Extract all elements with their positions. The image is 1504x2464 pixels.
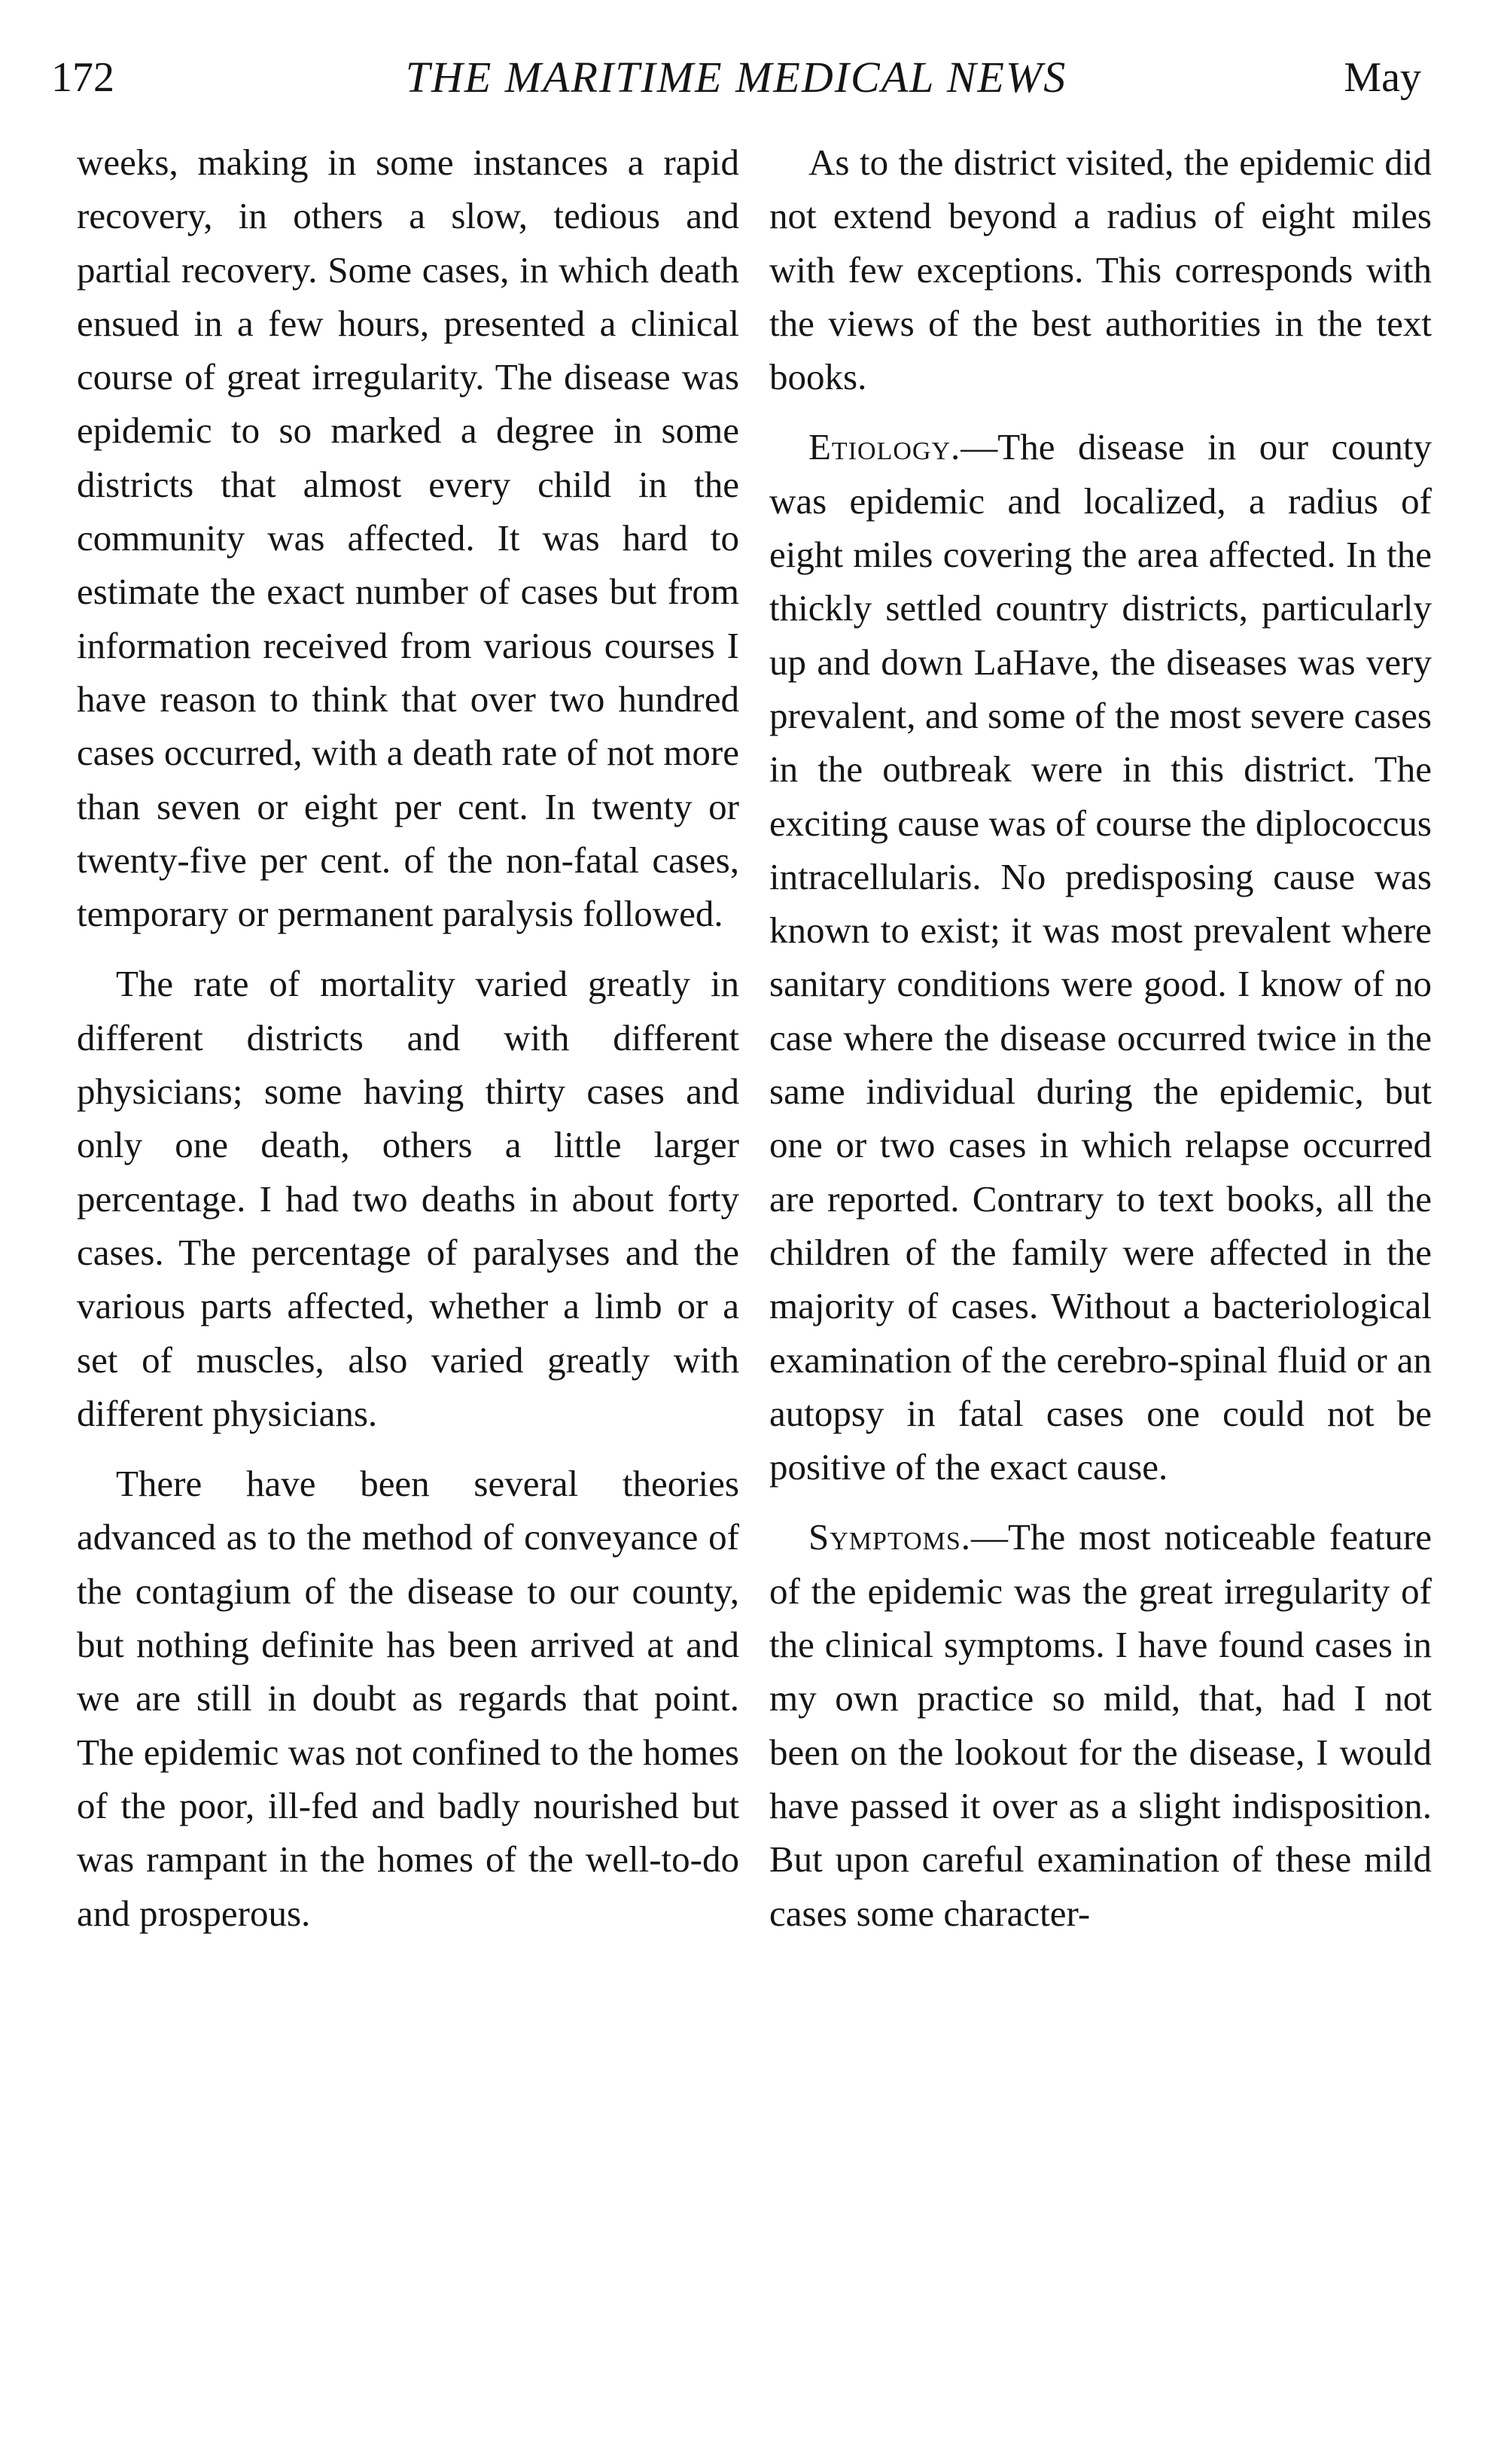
paragraph: As to the district visited, the epidemic did not extend beyond a radius of eight miles with few exceptions. This corresponds with the views of the best authorities in the text books. bbox=[769, 142, 1432, 398]
symptoms-text: —The most noticeable feature of the epidemic was the great irregularity of the clinical symptoms. I have found cases in my own practice so mild, that, had I not been on the lookout for the disease, I would have passed it over as a slight indisposition. But upon careful examination of these mild cases some character- bbox=[769, 1516, 1432, 1934]
paragraph: The rate of mortality varied greatly in different districts and with different physicians; some having thirty cases and only one death, others a little larger percentage. I had two deaths in about forty cases. The percentage of paralyses and the various parts affected, whether a limb or a set of muscles, also varied greatly with different physicians. bbox=[77, 963, 739, 1434]
symptoms-section bbox=[769, 1510, 1432, 1939]
etiology-section bbox=[769, 420, 1432, 1494]
page-number: 172 bbox=[51, 54, 114, 101]
paragraph: There have been several theories advanced as to the method of conveyance of the contagium of the disease to our county, but nothing definite has been arrived at and we are still in doubt as regards that point. The epidemic was not confined to the homes of the poor, ill-fed and badly nourished but was rampant in the homes of the well-to-do and prosperous. bbox=[77, 1463, 739, 1934]
right-column bbox=[769, 136, 1432, 1940]
journal-title: THE MARITIME MEDICAL NEWS bbox=[405, 53, 1067, 102]
issue-month: May bbox=[1344, 54, 1421, 101]
left-column bbox=[77, 136, 739, 1940]
etiology-text: —The disease in our county was epidemic and localized, a radius of eight miles covering the area affected. In the thickly settled country districts, particularly up and down LaHave, the diseases was very prevalent, and some of the most severe cases in the outbreak were in this district. The exciting cause was of course the diplococcus intracellularis. No predisposing cause was known to exist; it was most prevalent where sanitary conditions were good. I know of no case where the disease occurred twice in the same individual during the epidemic, but one or two cases in which relapse occurred are reported. Contrary to text books, all the children of the family were affected in the majority of cases. Without a bacteriological examination of the cerebro-spinal fluid or an autopsy in fatal cases one could not be positive of the exact cause. bbox=[769, 426, 1432, 1488]
page-header bbox=[51, 44, 1421, 111]
section-heading-etiology: Etiology. bbox=[808, 426, 961, 468]
paragraph: weeks, making in some instances a rapid recovery, in others a slow, tedious and partial recovery. Some cases, in which death ensued in a few hours, presented a clinical course of great irregularity. The disease was epidemic to so marked a degree in some districts that almost every child in the community was affected. It was hard to estimate the exact number of cases but from information received from various courses I have reason to think that over two hundred cases occurred, with a death rate of not more than seven or eight per cent. In twenty or twenty-five per cent. of the non-fatal cases, temporary or permanent paralysis followed. bbox=[77, 142, 739, 935]
section-heading-symptoms: Symptoms. bbox=[808, 1516, 972, 1558]
